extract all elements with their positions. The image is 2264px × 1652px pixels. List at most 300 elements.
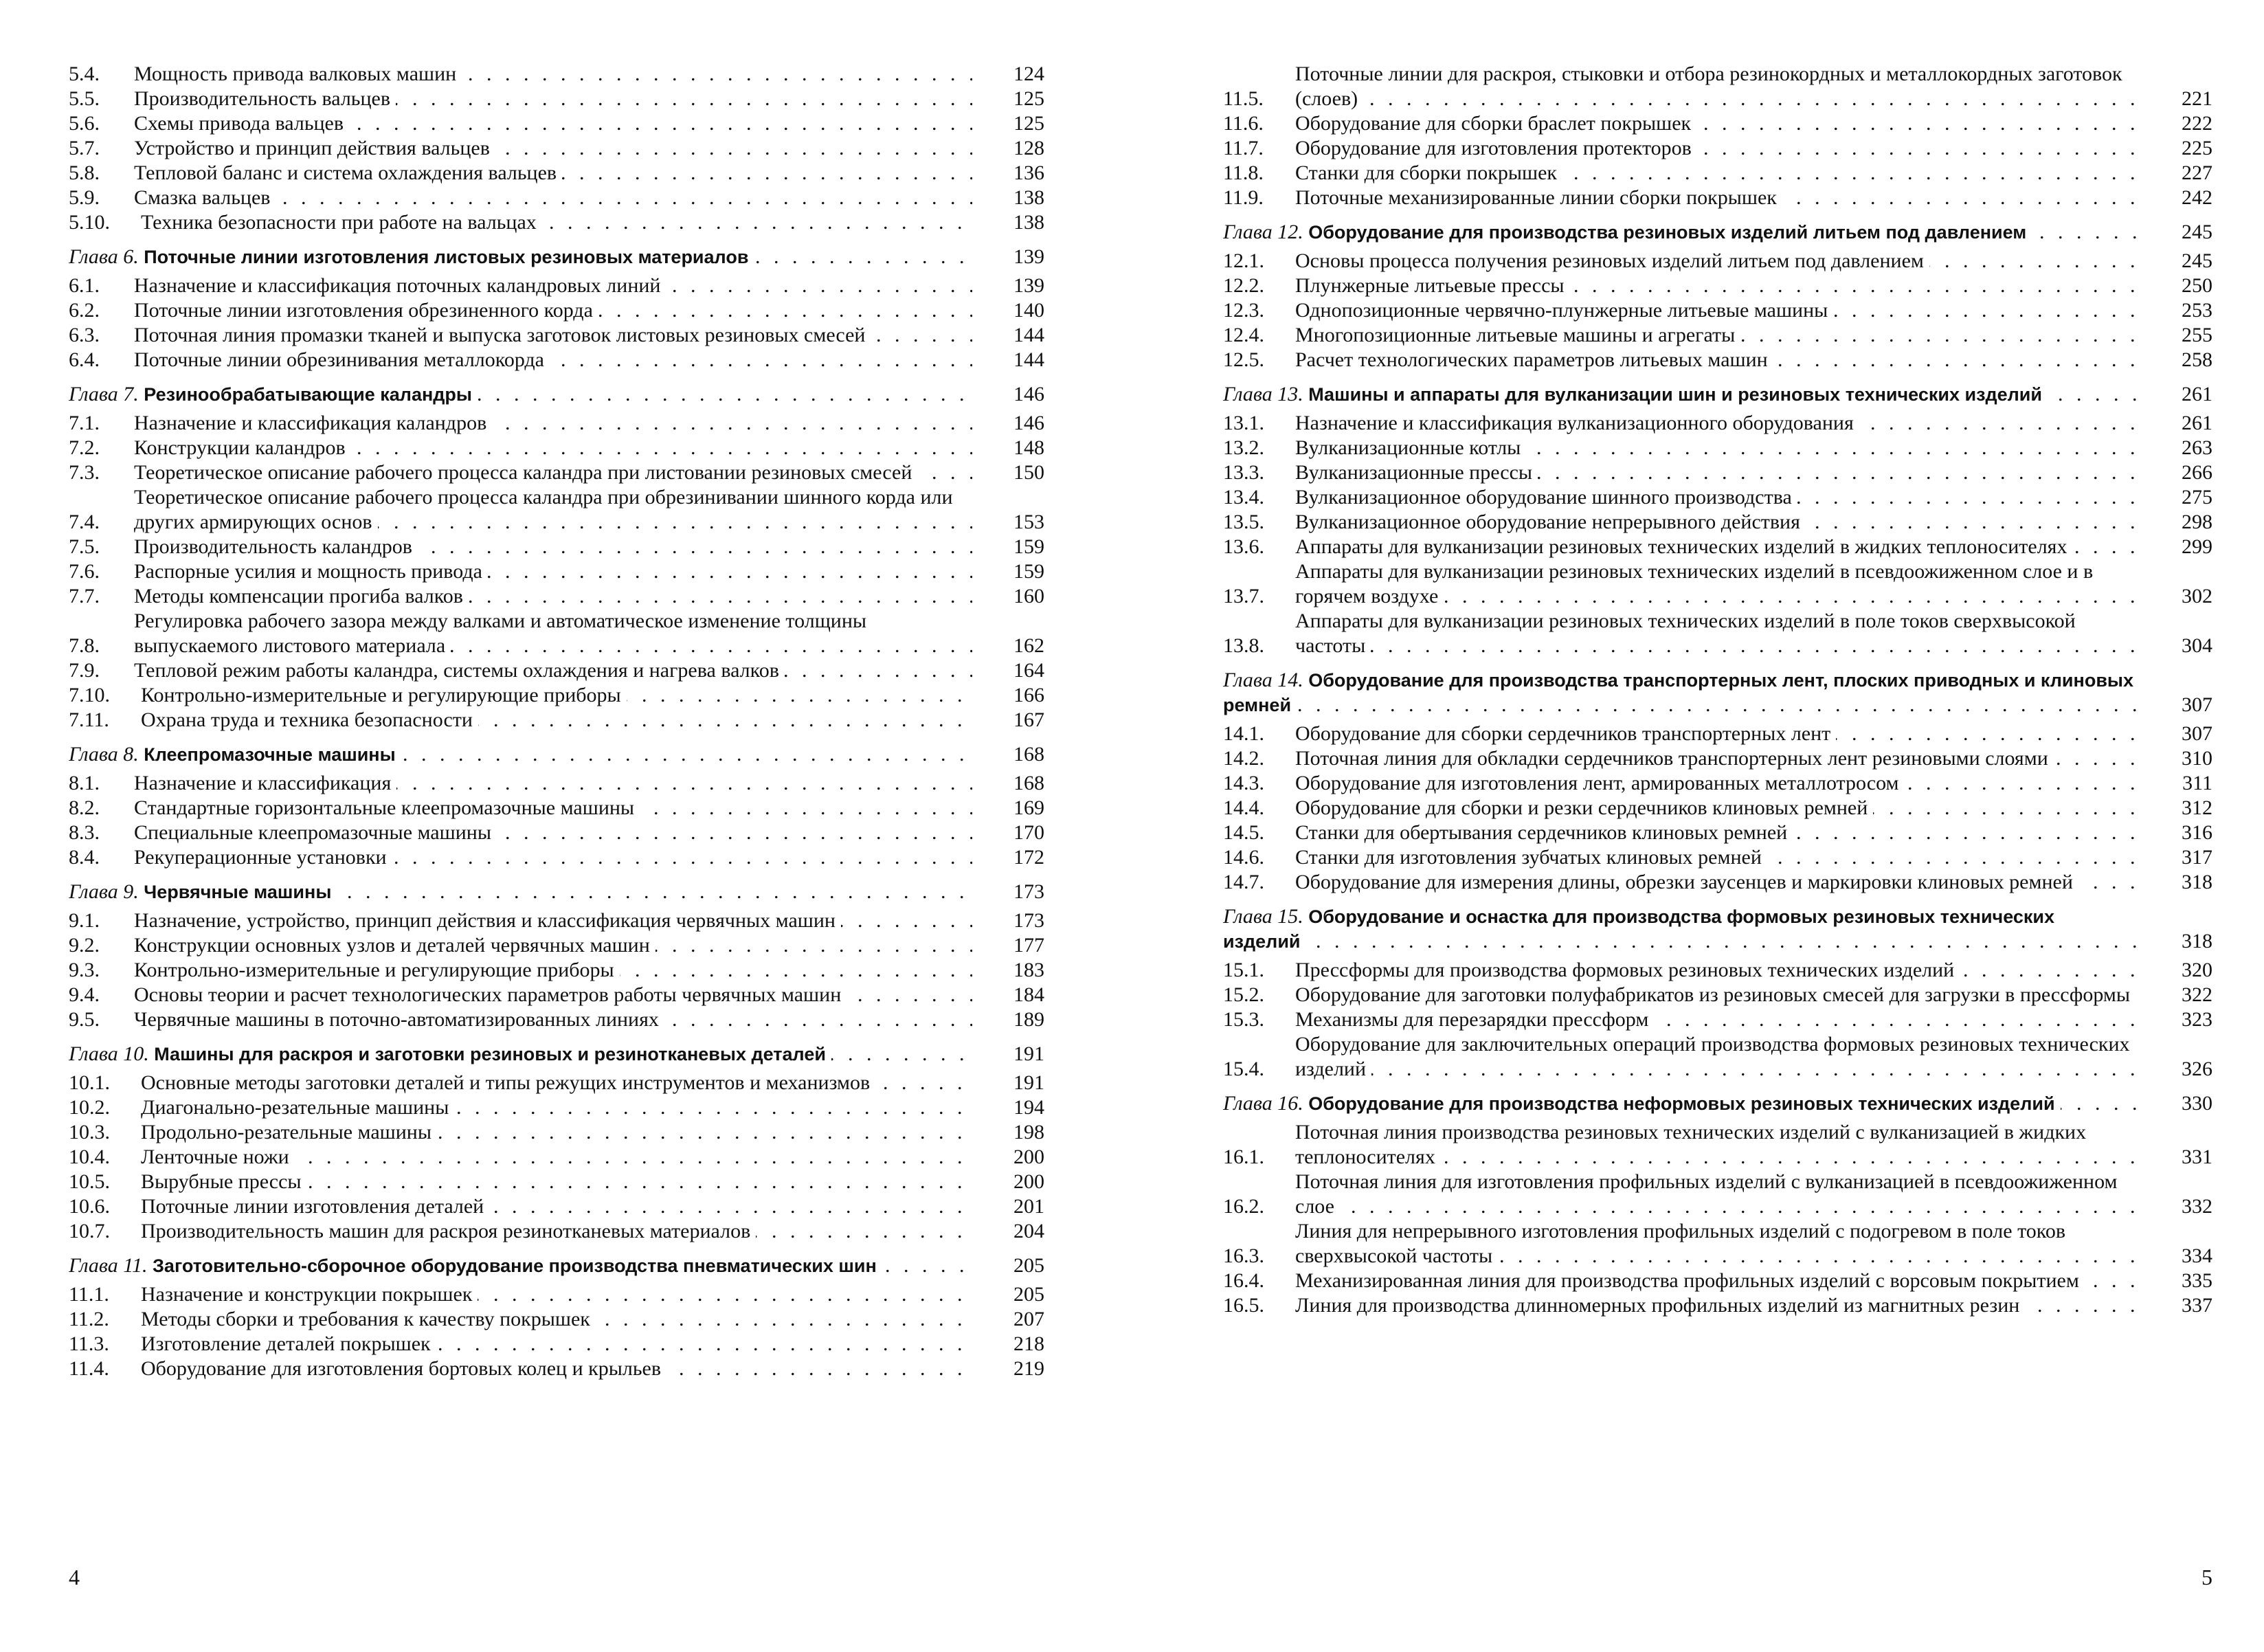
section-title: Конструкции каландров — [134, 436, 351, 459]
section-page: 219 — [1013, 1357, 1044, 1380]
section-page: 125 — [1013, 87, 1044, 110]
section-title-block — [1295, 771, 2140, 796]
chapter-title-block — [1223, 904, 2140, 954]
section-page: 191 — [1013, 1071, 1044, 1094]
section-title-block — [1295, 460, 2140, 485]
section-title-block — [1295, 821, 2140, 845]
section-number: 15.2. — [1223, 983, 1264, 1006]
section-title: Производительность машин для раскроя резинотканевых материалов — [141, 1220, 756, 1242]
section-title: Назначение и конструкции покрышек — [141, 1283, 478, 1306]
section-number: 12.3. — [1223, 299, 1264, 322]
section-number: 7.6. — [69, 560, 100, 583]
section-title-block — [141, 1120, 972, 1145]
section-title-block — [1295, 746, 2140, 771]
section-title-block — [134, 559, 972, 584]
chapter-label: Глава 8. — [69, 743, 139, 766]
section-page: 125 — [1013, 112, 1044, 135]
section-title-block — [134, 1007, 972, 1032]
section-number: 10.2. — [69, 1096, 110, 1119]
toc-entry — [1223, 746, 2212, 771]
section-number: 14.6. — [1223, 846, 1264, 869]
section-title-block — [1295, 609, 2140, 658]
section-title-block — [141, 1095, 972, 1120]
section-title: Линия для непрерывного изготовления профильных изделий с подогревом в поле токов сверхвысокой частоты — [1295, 1220, 2066, 1267]
chapter-heading — [1223, 382, 2212, 407]
toc-entry — [1223, 845, 2212, 870]
toc-entry — [1223, 1269, 2212, 1293]
section-page: 250 — [2182, 274, 2212, 297]
section-page: 335 — [2182, 1269, 2212, 1292]
section-title-block — [134, 411, 972, 436]
section-title: Тепловой режим работы каландра, системы охлаждения и нагрева валков — [134, 659, 785, 682]
section-title-block — [1295, 186, 2140, 210]
toc-entry — [1223, 771, 2212, 796]
section-title: Теоретическое описание рабочего процесса каландра при обрезинивании шинного корда или других армирующих основ — [134, 486, 953, 533]
chapter-label: Глава 15. — [1223, 905, 1303, 928]
toc-entry — [69, 136, 1044, 161]
section-page: 173 — [1013, 909, 1044, 932]
section-title-block — [141, 683, 972, 708]
section-title: Плунжерные литьевые прессы — [1295, 274, 1570, 297]
chapter-title-text — [69, 245, 754, 268]
section-title: Контрольно-измерительные и регулирующие приборы — [141, 684, 627, 706]
section-title-block — [1295, 510, 2140, 535]
toc-entry — [1223, 1120, 2212, 1170]
section-page: 225 — [2182, 137, 2212, 159]
chapter-title-text — [69, 1254, 882, 1277]
section-title-block — [1295, 274, 2140, 298]
section-number: 14.5. — [1223, 821, 1264, 844]
toc-entry — [69, 186, 1044, 210]
section-number: 11.8. — [1223, 161, 1264, 184]
section-title: Поточные механизированные линии сборки покрышек — [1295, 186, 1782, 209]
section-title: Основы процесса получения резиновых изделий литьем под давлением — [1295, 249, 1929, 272]
section-title-block — [1295, 1120, 2140, 1170]
section-page: 159 — [1013, 560, 1044, 583]
toc-entry — [69, 821, 1044, 845]
section-number: 10.3. — [69, 1121, 110, 1143]
chapter-title-text — [69, 1042, 831, 1065]
chapter-title: Червячные машины — [144, 882, 332, 902]
section-page: 164 — [1013, 659, 1044, 682]
section-number: 6.1. — [69, 274, 100, 297]
section-title: Производительность вальцев — [134, 87, 396, 110]
toc-entry — [69, 298, 1044, 323]
section-number: 10.1. — [69, 1071, 110, 1094]
toc-entry — [1223, 298, 2212, 323]
section-title: Поточные линии изготовления деталей — [141, 1195, 489, 1218]
section-page: 169 — [1013, 796, 1044, 819]
section-title-block — [134, 584, 972, 609]
section-page: 200 — [1013, 1146, 1044, 1168]
toc-entry — [69, 323, 1044, 348]
chapter-title-block — [69, 382, 972, 407]
section-title-block — [134, 845, 972, 870]
chapter-page: 139 — [1013, 245, 1044, 268]
section-number: 11.7. — [1223, 137, 1264, 159]
section-page: 298 — [2182, 511, 2212, 533]
section-page: 138 — [1013, 186, 1044, 209]
toc-entry — [1223, 274, 2212, 298]
section-number: 11.4. — [69, 1357, 109, 1380]
chapter-label: Глава 9. — [69, 880, 139, 903]
page-number: 4 — [69, 1565, 80, 1589]
section-title-block — [1295, 796, 2140, 821]
chapter-title: Поточные линии изготовления листовых резиновых материалов — [144, 247, 749, 267]
section-title-block — [1295, 436, 2140, 460]
section-page: 253 — [2182, 299, 2212, 322]
section-title-block — [1295, 1219, 2140, 1269]
toc-entry — [69, 958, 1044, 983]
chapter-label: Глава 10. — [69, 1042, 149, 1065]
toc-entry — [69, 87, 1044, 111]
chapter-page: 173 — [1013, 880, 1044, 903]
section-page: 312 — [2182, 796, 2212, 819]
section-title: Назначение, устройство, принцип действия и классификация червячных машин — [134, 909, 841, 932]
section-number: 11.6. — [1223, 112, 1264, 135]
section-number: 5.7. — [69, 137, 100, 159]
section-page: 221 — [2182, 87, 2212, 110]
section-page: 320 — [2182, 959, 2212, 981]
table-of-contents-right — [1223, 62, 2212, 1318]
section-number: 5.6. — [69, 112, 100, 135]
section-title: Аппараты для вулканизации резиновых технических изделий в жидких теплоносителях — [1295, 535, 2072, 558]
chapter-page: 191 — [1013, 1042, 1044, 1065]
section-title-block — [134, 161, 972, 186]
section-title-block — [134, 186, 972, 210]
section-page: 331 — [2182, 1146, 2212, 1168]
section-title: Охрана труда и техника безопасности — [141, 708, 478, 731]
toc-entry — [1223, 485, 2212, 510]
section-number: 9.2. — [69, 934, 100, 957]
section-title: Вулканизационное оборудование шинного производства — [1295, 486, 1797, 509]
chapter-title-text — [69, 880, 337, 903]
section-title: Специальные клеепромазочные машины — [134, 821, 497, 844]
section-page: 261 — [2182, 412, 2212, 434]
section-title-block — [141, 210, 972, 235]
section-title-block — [141, 1071, 972, 1095]
section-page: 242 — [2182, 186, 2212, 209]
toc-entry — [69, 609, 1044, 658]
section-number: 15.3. — [1223, 1008, 1264, 1031]
section-title: Схемы привода вальцев — [134, 112, 349, 135]
section-title: Методы компенсации прогиба валков — [134, 585, 469, 607]
section-number: 5.8. — [69, 161, 100, 184]
toc-entry — [69, 274, 1044, 298]
toc-entry — [69, 348, 1044, 372]
section-title: Прессформы для производства формовых резиновых технических изделий — [1295, 959, 1960, 981]
section-number: 7.8. — [69, 634, 100, 657]
section-title: Оборудование для сборки и резки сердечников клиновых ремней — [1295, 796, 1873, 819]
chapter-heading — [1223, 1091, 2212, 1116]
section-number: 6.3. — [69, 324, 100, 346]
section-page: 218 — [1013, 1332, 1044, 1355]
section-page: 204 — [1013, 1220, 1044, 1242]
section-number: 13.4. — [1223, 486, 1264, 509]
section-title-block — [1295, 298, 2140, 323]
section-page: 162 — [1013, 634, 1044, 657]
toc-entry — [69, 111, 1044, 136]
section-title-block — [134, 436, 972, 460]
chapter-title-block — [1223, 220, 2140, 245]
section-title: Назначение и классификация поточных каландровых линий — [134, 274, 666, 297]
chapter-label: Глава 11. — [69, 1254, 148, 1277]
chapter-title-block — [69, 245, 972, 269]
section-title: Станки для обертывания сердечников клиновых ремней — [1295, 821, 1793, 844]
chapter-page: 168 — [1013, 743, 1044, 766]
chapter-page: 261 — [2182, 383, 2212, 405]
toc-entry — [1223, 535, 2212, 559]
section-page: 299 — [2182, 535, 2212, 558]
section-page: 311 — [2182, 772, 2212, 794]
chapter-label: Глава 12. — [1223, 221, 1303, 243]
section-page: 138 — [1013, 211, 1044, 234]
section-title: Продольно-резательные машины — [141, 1121, 437, 1143]
toc-entry — [69, 485, 1044, 535]
toc-entry — [69, 658, 1044, 683]
chapter-title-block — [69, 880, 972, 904]
section-title-block — [1295, 958, 2140, 983]
section-title: Однопозиционные червячно-плунжерные литьевые машины — [1295, 299, 1833, 322]
section-page: 227 — [2182, 161, 2212, 184]
section-title-block — [1295, 983, 2140, 1007]
section-title-block — [141, 1307, 972, 1332]
section-number: 7.9. — [69, 659, 100, 682]
chapter-heading — [1223, 668, 2212, 717]
section-number: 11.3. — [69, 1332, 109, 1355]
section-title-block — [1295, 348, 2140, 372]
toc-entry — [69, 1307, 1044, 1332]
toc-entry — [1223, 821, 2212, 845]
section-page: 140 — [1013, 299, 1044, 322]
section-title: Назначение и классификация каландров — [134, 412, 492, 434]
chapter-title-text — [69, 743, 401, 766]
section-number: 10.6. — [69, 1195, 110, 1218]
section-title: Линия для производства длинномерных профильных изделий из магнитных резин — [1295, 1294, 2025, 1317]
section-title: Поточные линии изготовления обрезиненного корда — [134, 299, 598, 322]
toc-entry — [1223, 609, 2212, 658]
section-title: Поточная линия для изготовления профильных изделий с вулканизацией в псевдоожиженном слое — [1295, 1170, 2118, 1218]
chapter-title: Оборудование для производства резиновых изделий литьем под давлением — [1308, 222, 2027, 243]
toc-entry — [1223, 62, 2212, 111]
section-title: Поточные линии обрезинивания металлокорда — [134, 348, 550, 371]
section-number: 15.4. — [1223, 1058, 1264, 1080]
section-number: 8.4. — [69, 846, 100, 869]
section-page: 304 — [2182, 634, 2212, 657]
toc-entry — [69, 535, 1044, 559]
section-number: 13.8. — [1223, 634, 1264, 657]
section-number: 14.1. — [1223, 722, 1264, 745]
toc-entry — [1223, 186, 2212, 210]
section-title: Назначение и классификация — [134, 772, 396, 794]
section-number: 16.4. — [1223, 1269, 1264, 1292]
toc-entry — [1223, 249, 2212, 274]
section-page: 170 — [1013, 821, 1044, 844]
toc-entry — [69, 559, 1044, 584]
section-title-block — [141, 1219, 972, 1244]
page-number: 5 — [2201, 1565, 2212, 1589]
chapter-title: Заготовительно-сборочное оборудование производства пневматических шин — [153, 1255, 877, 1276]
section-page: 316 — [2182, 821, 2212, 844]
section-title: Производительность каландров — [134, 535, 418, 558]
toc-entry — [69, 584, 1044, 609]
chapter-label: Глава 16. — [1223, 1092, 1303, 1115]
section-page: 258 — [2182, 348, 2212, 371]
chapter-title: Машины и аппараты для вулканизации шин и резиновых технических изделий — [1308, 384, 2042, 405]
section-title-block — [1295, 1007, 2140, 1032]
toc-entry — [1223, 1293, 2212, 1318]
section-number: 8.1. — [69, 772, 100, 794]
section-title: Поточная линия промазки тканей и выпуска заготовок листовых резиновых смесей — [134, 324, 871, 346]
toc-entry — [1223, 510, 2212, 535]
section-number: 15.1. — [1223, 959, 1264, 981]
section-title: Назначение и классификация вулканизационного оборудования — [1295, 412, 1859, 434]
section-number: 12.4. — [1223, 324, 1264, 346]
section-page: 144 — [1013, 324, 1044, 346]
section-number: 13.1. — [1223, 412, 1264, 434]
section-number: 7.2. — [69, 436, 100, 459]
section-title: Поточная линия для обкладки сердечников транспортерных лент резиновыми слоями — [1295, 747, 2054, 770]
section-number: 5.10. — [69, 211, 110, 234]
section-number: 5.5. — [69, 87, 100, 110]
toc-entry — [69, 1194, 1044, 1219]
section-title-block — [134, 485, 972, 535]
section-title: Регулировка рабочего зазора между валками и автоматическое изменение толщины выпускаемого листового материала — [134, 610, 867, 657]
section-title: Оборудование для изготовления лент, армированных металлотросом — [1295, 772, 1905, 794]
section-page: 160 — [1013, 585, 1044, 607]
section-number: 6.4. — [69, 348, 100, 371]
section-number: 12.1. — [1223, 249, 1264, 272]
section-title-block — [134, 908, 972, 933]
chapter-page: 205 — [1013, 1254, 1044, 1277]
section-title: Оборудование для изготовления бортовых колец и крыльев — [141, 1357, 666, 1380]
section-title: Оборудование для заготовки полуфабрикатов из резиновых смесей для загрузки в прессформы — [1295, 983, 2136, 1006]
section-title: Конструкции основных узлов и деталей червячных машин — [134, 934, 655, 957]
section-page: 144 — [1013, 348, 1044, 371]
section-page: 318 — [2182, 871, 2212, 893]
section-title-block — [134, 933, 972, 958]
section-number: 16.2. — [1223, 1195, 1264, 1218]
toc-entry — [69, 62, 1044, 87]
chapter-title: Оборудование для производства транспортерных лент, плоских приводных и клиновых ремней — [1223, 670, 2133, 715]
section-title: Распорные усилия и мощность привода — [134, 560, 488, 583]
section-title-block — [141, 1332, 972, 1357]
section-title-block — [1295, 485, 2140, 510]
toc-entry — [69, 1071, 1044, 1095]
chapter-heading — [69, 1042, 1044, 1067]
section-title: Диагонально-резательные машины — [141, 1096, 454, 1119]
section-page: 146 — [1013, 412, 1044, 434]
section-page: 337 — [2182, 1294, 2212, 1317]
section-page: 139 — [1013, 274, 1044, 297]
section-title: Механизированная линия для производства профильных изделий с ворсовым покрытием — [1295, 1269, 2085, 1292]
toc-entry — [1223, 559, 2212, 609]
section-number: 13.3. — [1223, 461, 1264, 484]
section-title-block — [134, 87, 972, 111]
chapter-title: Резинообрабатывающие каландры — [144, 384, 472, 405]
section-title: Оборудование для измерения длины, обрезки заусенцев и маркировки клиновых ремней — [1295, 871, 2078, 893]
section-title-block — [134, 136, 972, 161]
section-title-block — [134, 983, 972, 1007]
toc-entry — [69, 1332, 1044, 1357]
chapter-title-text — [1223, 221, 2032, 243]
toc-entry — [69, 1145, 1044, 1170]
section-title-block — [141, 1145, 972, 1170]
section-number: 7.5. — [69, 535, 100, 558]
toc-entry — [69, 933, 1044, 958]
section-title: Контрольно-измерительные и регулирующие приборы — [134, 959, 620, 981]
section-page: 166 — [1013, 684, 1044, 706]
section-title-block — [1295, 1170, 2140, 1219]
section-number: 11.5. — [1223, 87, 1264, 110]
section-title-block — [141, 1170, 972, 1194]
section-number: 13.6. — [1223, 535, 1264, 558]
section-title: Вулканизационные прессы — [1295, 461, 1538, 484]
toc-entry — [69, 983, 1044, 1007]
toc-entry — [69, 683, 1044, 708]
section-title: Червячные машины в поточно-автоматизированных линиях — [134, 1008, 664, 1031]
chapter-title-text — [1223, 383, 2048, 405]
section-number: 14.7. — [1223, 871, 1264, 893]
section-title: Оборудование для сборки браслет покрышек — [1295, 112, 1696, 135]
chapter-heading — [69, 1253, 1044, 1278]
chapter-heading — [69, 382, 1044, 407]
section-title-block — [1295, 845, 2140, 870]
section-number: 13.5. — [1223, 511, 1264, 533]
section-title-block — [1295, 62, 2140, 111]
section-number: 11.2. — [69, 1308, 109, 1330]
section-page: 198 — [1013, 1121, 1044, 1143]
toc-entry — [1223, 722, 2212, 746]
chapter-title-block — [1223, 668, 2140, 717]
toc-entry — [69, 796, 1044, 821]
chapter-title: Оборудование для производства неформовых резиновых технических изделий — [1308, 1093, 2055, 1114]
section-number: 9.4. — [69, 983, 100, 1006]
chapter-title-text — [1223, 1092, 2061, 1115]
section-number: 10.4. — [69, 1146, 110, 1168]
section-number: 10.5. — [69, 1170, 110, 1193]
toc-entry — [69, 708, 1044, 733]
section-page: 310 — [2182, 747, 2212, 770]
toc-entry — [69, 771, 1044, 796]
section-page: 302 — [2182, 585, 2212, 607]
chapter-title-block — [69, 742, 972, 767]
section-title-block — [134, 796, 972, 821]
section-title: Поточные линии для раскроя, стыковки и отбора резинокордных и металлокордных заготовок (слоев) — [1295, 63, 2122, 110]
section-title-block — [134, 62, 972, 87]
section-page: 159 — [1013, 535, 1044, 558]
section-page: 207 — [1013, 1308, 1044, 1330]
chapter-heading — [69, 742, 1044, 767]
section-number: 11.1. — [69, 1283, 109, 1306]
chapter-title: Клеепромазочные машины — [144, 744, 396, 765]
section-page: 317 — [2182, 846, 2212, 869]
chapter-title-block — [1223, 382, 2140, 407]
toc-entry — [69, 1170, 1044, 1194]
section-page: 266 — [2182, 461, 2212, 484]
section-number: 12.2. — [1223, 274, 1264, 297]
chapter-title: Машины для раскроя и заготовки резиновых и резинотканевых деталей — [154, 1044, 826, 1064]
section-title: Устройство и принцип действия вальцев — [134, 137, 495, 159]
toc-entry — [1223, 870, 2212, 895]
section-number: 5.4. — [69, 63, 100, 85]
section-title-block — [134, 958, 972, 983]
section-number: 14.2. — [1223, 747, 1264, 770]
section-number: 7.4. — [69, 511, 100, 533]
section-title: Аппараты для вулканизации резиновых технических изделий в псевдоожиженном слое и в горячем воздухе — [1295, 560, 2094, 607]
toc-entry — [1223, 983, 2212, 1007]
section-number: 13.7. — [1223, 585, 1264, 607]
